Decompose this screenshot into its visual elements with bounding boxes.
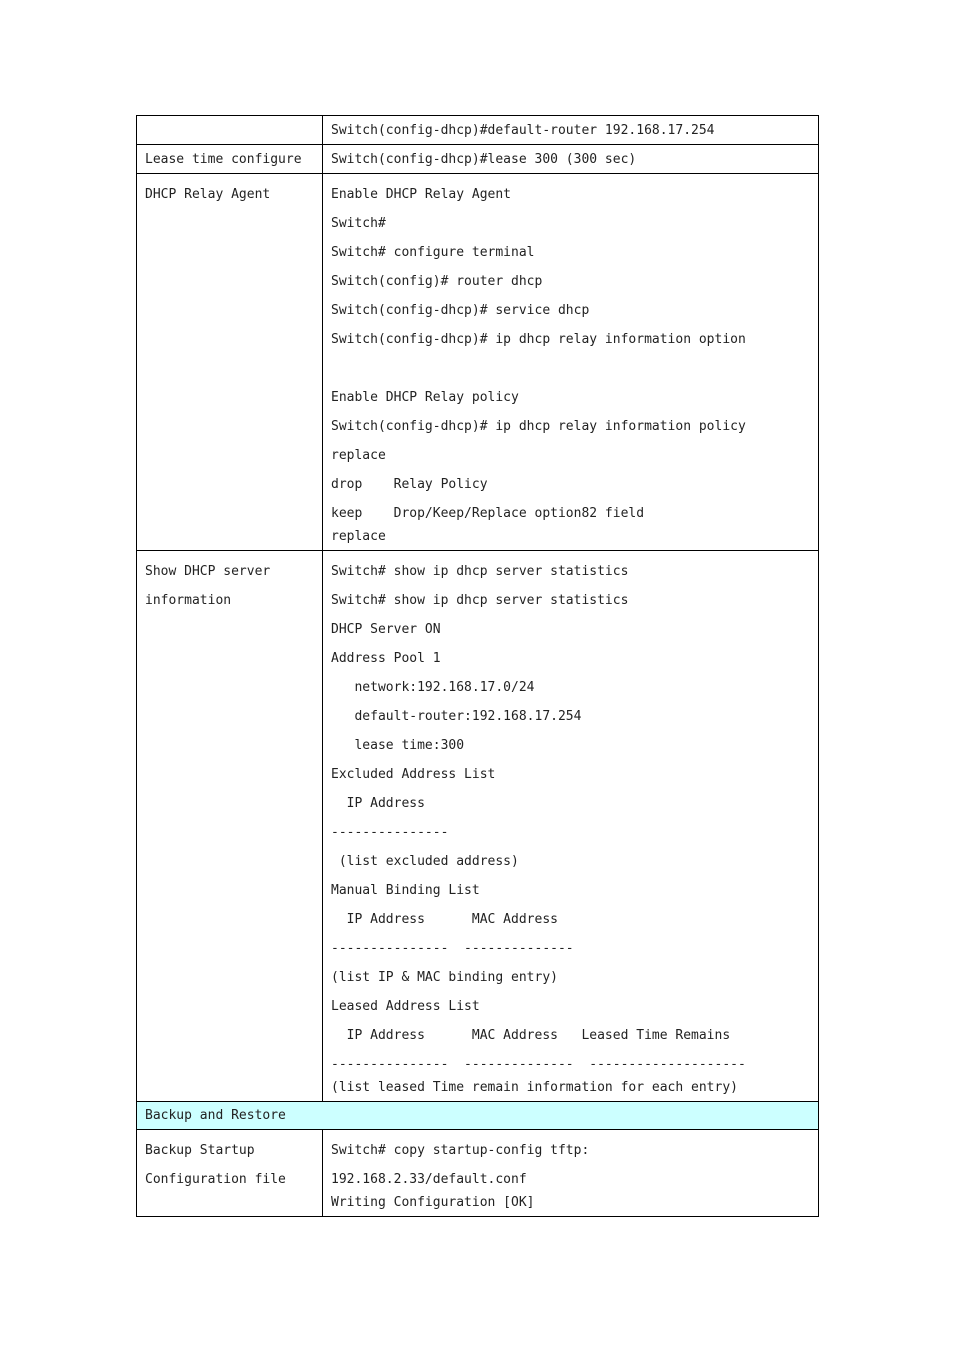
command-line: keep Drop/Keep/Replace option82 field [331, 506, 645, 521]
command-line: DHCP Server ON [331, 622, 441, 637]
command-line: --------------- -------------- -------------------- [331, 1057, 746, 1072]
feature-label: Configuration file [145, 1172, 286, 1187]
command-line: 192.168.2.33/default.conf [331, 1172, 527, 1187]
table-row [137, 1130, 819, 1217]
command-cell [323, 145, 819, 174]
feature-label-cell [137, 116, 323, 145]
command-line: network:192.168.17.0/24 [331, 680, 535, 695]
command-line: lease time:300 [331, 738, 465, 753]
command-line: Switch# show ip dhcp server statistics [331, 593, 629, 608]
command-line: Switch(config-dhcp)# ip dhcp relay information policy [331, 419, 746, 434]
section-title: Backup and Restore [137, 1102, 819, 1130]
command-line: IP Address MAC Address [331, 912, 558, 927]
command-line: Switch(config-dhcp)# service dhcp [331, 303, 590, 318]
command-line: --------------- [331, 825, 449, 840]
command-line: --------------- -------------- [331, 941, 574, 956]
command-cell [323, 174, 819, 551]
command-line: Switch(config-dhcp)# ip dhcp relay information option [331, 332, 746, 347]
command-line: default-router:192.168.17.254 [331, 709, 582, 724]
command-line: (list leased Time remain information for each entry) [331, 1080, 738, 1095]
command-line: Enable DHCP Relay policy [331, 390, 519, 405]
command-line: (list excluded address) [331, 854, 519, 869]
feature-label: Lease time configure [145, 152, 302, 167]
command-line: Excluded Address List [331, 767, 496, 782]
command-line [331, 354, 810, 383]
command-line: Switch(config-dhcp)#lease 300 (300 sec) [331, 152, 637, 167]
command-cell [323, 1130, 819, 1217]
feature-label: DHCP Relay Agent [145, 187, 271, 202]
command-line: replace [331, 448, 386, 463]
section-header-row [137, 1102, 819, 1130]
command-line: (list IP & MAC binding entry) [331, 970, 558, 985]
command-reference-table [136, 115, 819, 1217]
command-cell [323, 116, 819, 145]
feature-label-cell [137, 174, 323, 551]
command-line: IP Address [331, 796, 425, 811]
command-line: IP Address MAC Address Leased Time Remains [331, 1028, 731, 1043]
command-line: Manual Binding List [331, 883, 480, 898]
command-line: Writing Configuration [OK] [331, 1195, 535, 1210]
command-line: drop Relay Policy [331, 477, 488, 492]
table-row [137, 174, 819, 551]
feature-label-cell [137, 551, 323, 1102]
table-row [137, 551, 819, 1102]
table-row [137, 116, 819, 145]
command-line: Switch# show ip dhcp server statistics [331, 564, 629, 579]
command-cell [323, 551, 819, 1102]
command-line: Switch# [331, 216, 386, 231]
feature-label: information [145, 593, 232, 608]
command-line: Leased Address List [331, 999, 480, 1014]
feature-label-cell [137, 145, 323, 174]
command-line: Switch(config)# router dhcp [331, 274, 543, 289]
command-line: Address Pool 1 [331, 651, 441, 666]
command-line: Enable DHCP Relay Agent [331, 187, 512, 202]
table-row [137, 145, 819, 174]
command-line: Switch# configure terminal [331, 245, 535, 260]
feature-label: Backup Startup [145, 1143, 255, 1158]
command-line: Switch# copy startup-config tftp: [331, 1143, 590, 1158]
command-line: replace [331, 529, 386, 544]
command-line: Switch(config-dhcp)#default-router 192.168.17.254 [331, 123, 715, 138]
feature-label: Show DHCP server [145, 564, 271, 579]
feature-label-cell [137, 1130, 323, 1217]
